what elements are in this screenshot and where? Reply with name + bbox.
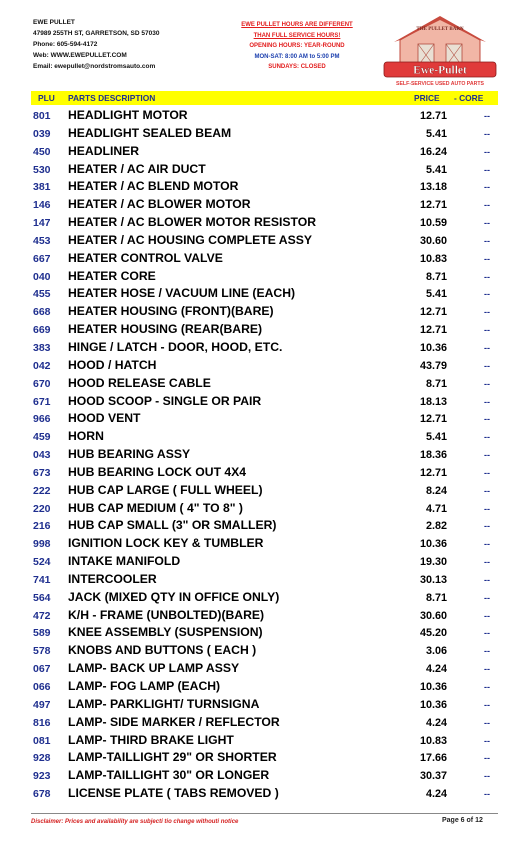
row-plu: 801 <box>33 110 51 122</box>
company-web: Web: WWW.EWEPULLET.COM <box>33 52 127 59</box>
row-core: -- <box>484 164 490 175</box>
row-plu: 455 <box>33 288 51 301</box>
row-plu: 668 <box>33 306 51 319</box>
table-row <box>0 625 517 643</box>
table-row <box>0 661 517 679</box>
row-plu: 564 <box>33 591 51 604</box>
table-row <box>0 197 517 215</box>
row-price: 10.36 <box>419 538 447 551</box>
row-plu: 381 <box>33 181 51 194</box>
table-row <box>0 697 517 715</box>
table-row <box>0 394 517 412</box>
row-price: 8.71 <box>425 377 447 390</box>
row-price: 10.36 <box>419 698 447 711</box>
row-description: LAMP-TAILLIGHT 29" OR SHORTER <box>68 750 277 765</box>
row-plu: 459 <box>33 431 51 444</box>
table-row <box>0 483 517 501</box>
table-row <box>0 518 517 536</box>
row-price: 19.30 <box>419 556 447 569</box>
row-description: LICENSE PLATE ( TABS REMOVED ) <box>68 786 279 801</box>
table-row <box>0 376 517 394</box>
row-price: 10.59 <box>419 217 447 230</box>
row-description: HOOD / HATCH <box>68 357 157 372</box>
row-price: 12.71 <box>419 199 447 212</box>
row-core: -- <box>484 574 490 585</box>
row-core: -- <box>484 146 490 157</box>
table-row <box>0 608 517 626</box>
row-description: HEATER HOSE / VACUUM LINE (EACH) <box>68 286 296 301</box>
row-plu: 147 <box>33 217 51 230</box>
logo-sub-text: SELF-SERVICE USED AUTO PARTS <box>395 81 485 87</box>
row-core: -- <box>484 253 490 264</box>
row-plu: 040 <box>33 270 51 283</box>
notice-line-3: OPENING HOURS: YEAR-ROUND <box>249 43 345 49</box>
company-email: Email: ewepullet@nordstromsauto.com <box>33 63 156 70</box>
row-description: JACK (MIXED QTY IN OFFICE ONLY) <box>68 589 280 604</box>
row-description: HUB CAP MEDIUM ( 4" TO 8" ) <box>68 500 243 515</box>
row-core: -- <box>484 771 490 782</box>
row-price: 13.18 <box>419 181 447 194</box>
row-price: 4.71 <box>425 502 447 515</box>
row-plu: 998 <box>33 538 51 551</box>
row-core: -- <box>484 414 490 425</box>
col-desc: PARTS DESCRIPTION <box>68 93 156 103</box>
row-core: -- <box>484 467 490 478</box>
row-description: HEATER CONTROL VALVE <box>68 250 223 265</box>
table-row <box>0 304 517 322</box>
row-core: -- <box>484 396 490 407</box>
row-description: HUB BEARING LOCK OUT 4X4 <box>68 464 247 479</box>
table-row <box>0 554 517 572</box>
row-description: HINGE / LATCH - DOOR, HOOD, ETC. <box>68 339 283 354</box>
row-plu: 741 <box>33 573 51 586</box>
notice-line-2: THAN FULL SERVICE HOURS! <box>253 32 341 39</box>
row-price: 43.79 <box>419 359 447 372</box>
row-plu: 066 <box>33 681 51 693</box>
row-plu: 220 <box>33 502 51 515</box>
row-core: -- <box>484 753 490 764</box>
row-description: HEADLIGHT MOTOR <box>68 108 188 122</box>
table-row <box>0 536 517 554</box>
table-row <box>0 501 517 519</box>
company-address: 47989 255TH ST, GARRETSON, SD 57030 <box>33 30 160 37</box>
table-row <box>0 429 517 447</box>
table-row <box>0 733 517 751</box>
row-core: -- <box>484 342 490 353</box>
logo-top-text: THE PULLET BARN <box>416 27 464 32</box>
parts-list <box>0 108 517 804</box>
row-core: -- <box>484 307 490 318</box>
row-description: HOOD VENT <box>68 411 141 426</box>
col-price: PRICE <box>414 93 440 103</box>
row-plu: 923 <box>33 770 51 783</box>
row-core: -- <box>484 128 490 139</box>
table-row <box>0 126 517 144</box>
row-description: HEATER HOUSING (FRONT)(BARE) <box>68 304 274 319</box>
col-core: - CORE <box>454 93 484 103</box>
row-core: -- <box>484 271 490 282</box>
table-row <box>0 411 517 429</box>
row-core: -- <box>484 592 490 603</box>
row-description: LAMP- BACK UP LAMP ASSY <box>68 661 240 676</box>
row-price: 12.71 <box>419 306 447 319</box>
table-row <box>0 269 517 287</box>
row-plu: 067 <box>33 663 51 676</box>
row-plu: 043 <box>33 449 51 462</box>
row-core: -- <box>484 539 490 550</box>
row-description: KNOBS AND BUTTONS ( EACH ) <box>68 643 257 658</box>
row-price: 5.41 <box>425 163 447 176</box>
row-description: HUB CAP SMALL (3" OR SMALLER) <box>68 518 277 533</box>
row-description: HEATER / AC BLEND MOTOR <box>68 179 239 194</box>
row-price: 10.83 <box>419 252 447 265</box>
row-price: 10.36 <box>419 681 447 693</box>
company-name: EWE PULLET <box>33 19 75 26</box>
row-plu: 042 <box>33 359 51 372</box>
row-core: -- <box>484 289 490 300</box>
row-plu: 670 <box>33 377 51 390</box>
row-plu: 081 <box>33 734 51 747</box>
row-plu: 667 <box>33 252 51 265</box>
table-row <box>0 786 517 804</box>
row-price: 30.13 <box>419 573 447 586</box>
logo-main-text: Ewe-Pullet <box>413 64 467 77</box>
row-description: HOOD SCOOP - SINGLE OR PAIR <box>68 393 262 408</box>
row-price: 12.71 <box>419 466 447 479</box>
table-row <box>0 108 517 126</box>
row-price: 4.24 <box>425 788 447 801</box>
row-description: HEADLIGHT SEALED BEAM <box>68 125 232 140</box>
row-plu: 450 <box>33 145 51 158</box>
row-description: KNEE ASSEMBLY (SUSPENSION) <box>68 625 263 640</box>
row-description: HEADLINER <box>68 143 140 158</box>
row-core: -- <box>484 735 490 746</box>
row-description: HUB BEARING ASSY <box>68 447 191 462</box>
row-price: 2.82 <box>425 520 447 533</box>
row-plu: 589 <box>33 627 51 640</box>
table-row <box>0 572 517 590</box>
row-core: -- <box>484 682 490 692</box>
row-plu: 146 <box>33 199 51 212</box>
row-price: 45.20 <box>419 627 447 640</box>
row-price: 5.41 <box>425 431 447 444</box>
row-price: 8.71 <box>425 270 447 283</box>
table-row <box>0 340 517 358</box>
row-plu: 671 <box>33 395 51 408</box>
row-price: 18.36 <box>419 449 447 462</box>
row-core: -- <box>484 450 490 461</box>
row-plu: 673 <box>33 466 51 479</box>
table-row <box>0 358 517 376</box>
row-price: 5.41 <box>425 288 447 301</box>
table-row <box>0 322 517 340</box>
row-core: -- <box>484 610 490 621</box>
row-price: 12.71 <box>419 324 447 337</box>
row-description: HOOD RELEASE CABLE <box>68 375 211 390</box>
table-row <box>0 715 517 733</box>
row-price: 12.71 <box>419 413 447 426</box>
row-core: -- <box>484 325 490 336</box>
row-core: -- <box>484 503 490 514</box>
row-core: -- <box>484 485 490 496</box>
table-row <box>0 447 517 465</box>
row-description: LAMP-TAILLIGHT 30" OR LONGER <box>68 768 270 783</box>
notice-line-5: SUNDAYS: CLOSED <box>268 64 326 70</box>
table-row <box>0 643 517 661</box>
row-price: 30.60 <box>419 609 447 622</box>
notice-line-1: EWE PULLET HOURS ARE DIFFERENT <box>241 22 353 28</box>
table-row <box>0 750 517 768</box>
company-info <box>33 17 159 72</box>
row-plu: 216 <box>33 520 51 533</box>
company-phone: Phone: 605-594-4172 <box>33 41 98 48</box>
row-core: -- <box>484 557 490 568</box>
row-plu: 524 <box>33 556 51 569</box>
table-row <box>0 144 517 162</box>
row-price: 10.83 <box>419 734 447 747</box>
row-core: -- <box>484 646 490 657</box>
row-core: -- <box>484 200 490 211</box>
table-row <box>0 215 517 233</box>
row-price: 4.24 <box>425 663 447 676</box>
row-price: 12.71 <box>419 110 447 122</box>
row-description: HEATER / AC BLOWER MOTOR RESISTOR <box>68 215 317 230</box>
row-plu: 966 <box>33 413 51 426</box>
row-description: LAMP- FOG LAMP (EACH) <box>68 679 221 693</box>
row-description: HEATER HOUSING (REAR(BARE) <box>68 322 263 337</box>
row-description: INTAKE MANIFOLD <box>68 554 181 569</box>
table-row <box>0 679 517 697</box>
row-core: -- <box>484 699 490 710</box>
row-plu: 816 <box>33 716 51 729</box>
hours-notice <box>232 20 362 73</box>
table-row <box>0 465 517 483</box>
column-header-bar <box>31 91 498 105</box>
row-core: -- <box>484 521 490 532</box>
row-description: LAMP- PARKLIGHT/ TURNSIGNA <box>68 696 260 711</box>
row-price: 30.60 <box>419 234 447 247</box>
table-row <box>0 286 517 304</box>
row-core: -- <box>484 628 490 639</box>
row-price: 18.13 <box>419 395 447 408</box>
row-description: HEATER / AC BLOWER MOTOR <box>68 197 251 212</box>
row-description: HEATER CORE <box>68 268 156 283</box>
row-price: 10.36 <box>419 341 447 354</box>
row-core: -- <box>484 717 490 728</box>
page-number: Page 6 of 12 <box>442 817 483 824</box>
row-description: IGNITION LOCK KEY & TUMBLER <box>68 536 264 551</box>
row-plu: 497 <box>33 698 51 711</box>
row-core: -- <box>484 182 490 193</box>
row-price: 8.71 <box>425 591 447 604</box>
row-description: HORN <box>68 429 104 444</box>
row-description: LAMP- THIRD BRAKE LIGHT <box>68 732 234 747</box>
row-plu: 678 <box>33 788 51 801</box>
row-price: 17.66 <box>419 752 447 765</box>
table-row <box>0 233 517 251</box>
row-price: 30.37 <box>419 770 447 783</box>
row-plu: 530 <box>33 163 51 176</box>
row-core: -- <box>484 218 490 229</box>
row-price: 8.24 <box>425 484 447 497</box>
table-row <box>0 590 517 608</box>
row-core: -- <box>484 360 490 371</box>
row-core: -- <box>484 235 490 246</box>
row-description: HEATER / AC AIR DUCT <box>68 161 206 176</box>
table-row <box>0 162 517 180</box>
row-plu: 222 <box>33 484 51 497</box>
row-core: -- <box>484 789 490 800</box>
row-core: -- <box>484 111 490 121</box>
row-description: HEATER / AC HOUSING COMPLETE ASSY <box>68 232 312 247</box>
table-row <box>0 251 517 269</box>
footer-divider <box>31 813 498 814</box>
row-description: INTERCOOLER <box>68 571 157 586</box>
row-price: 16.24 <box>419 145 447 158</box>
row-price: 3.06 <box>425 645 447 658</box>
row-plu: 039 <box>33 127 51 140</box>
row-core: -- <box>484 378 490 389</box>
row-description: K/H - FRAME (UNBOLTED)(BARE) <box>68 607 265 622</box>
row-description: LAMP- SIDE MARKER / REFLECTOR <box>68 714 280 729</box>
row-core: -- <box>484 432 490 443</box>
row-core: -- <box>484 664 490 675</box>
notice-line-4: MON-SAT: 8:00 AM to 5:00 PM <box>254 53 340 60</box>
row-plu: 453 <box>33 234 51 247</box>
row-price: 5.41 <box>425 127 447 140</box>
row-plu: 928 <box>33 752 51 765</box>
row-plu: 669 <box>33 324 51 337</box>
disclaimer: Disclaimer: Prices and availability are subjecti tio change withouti notice <box>31 819 239 825</box>
row-plu: 383 <box>33 341 51 354</box>
ewe-pullet-logo <box>380 10 500 90</box>
row-description: HUB CAP LARGE ( FULL WHEEL) <box>68 482 263 497</box>
col-plu: PLU <box>38 93 55 103</box>
row-price: 4.24 <box>425 716 447 729</box>
row-plu: 472 <box>33 609 51 622</box>
table-row <box>0 179 517 197</box>
row-plu: 578 <box>33 645 51 658</box>
table-row <box>0 768 517 786</box>
